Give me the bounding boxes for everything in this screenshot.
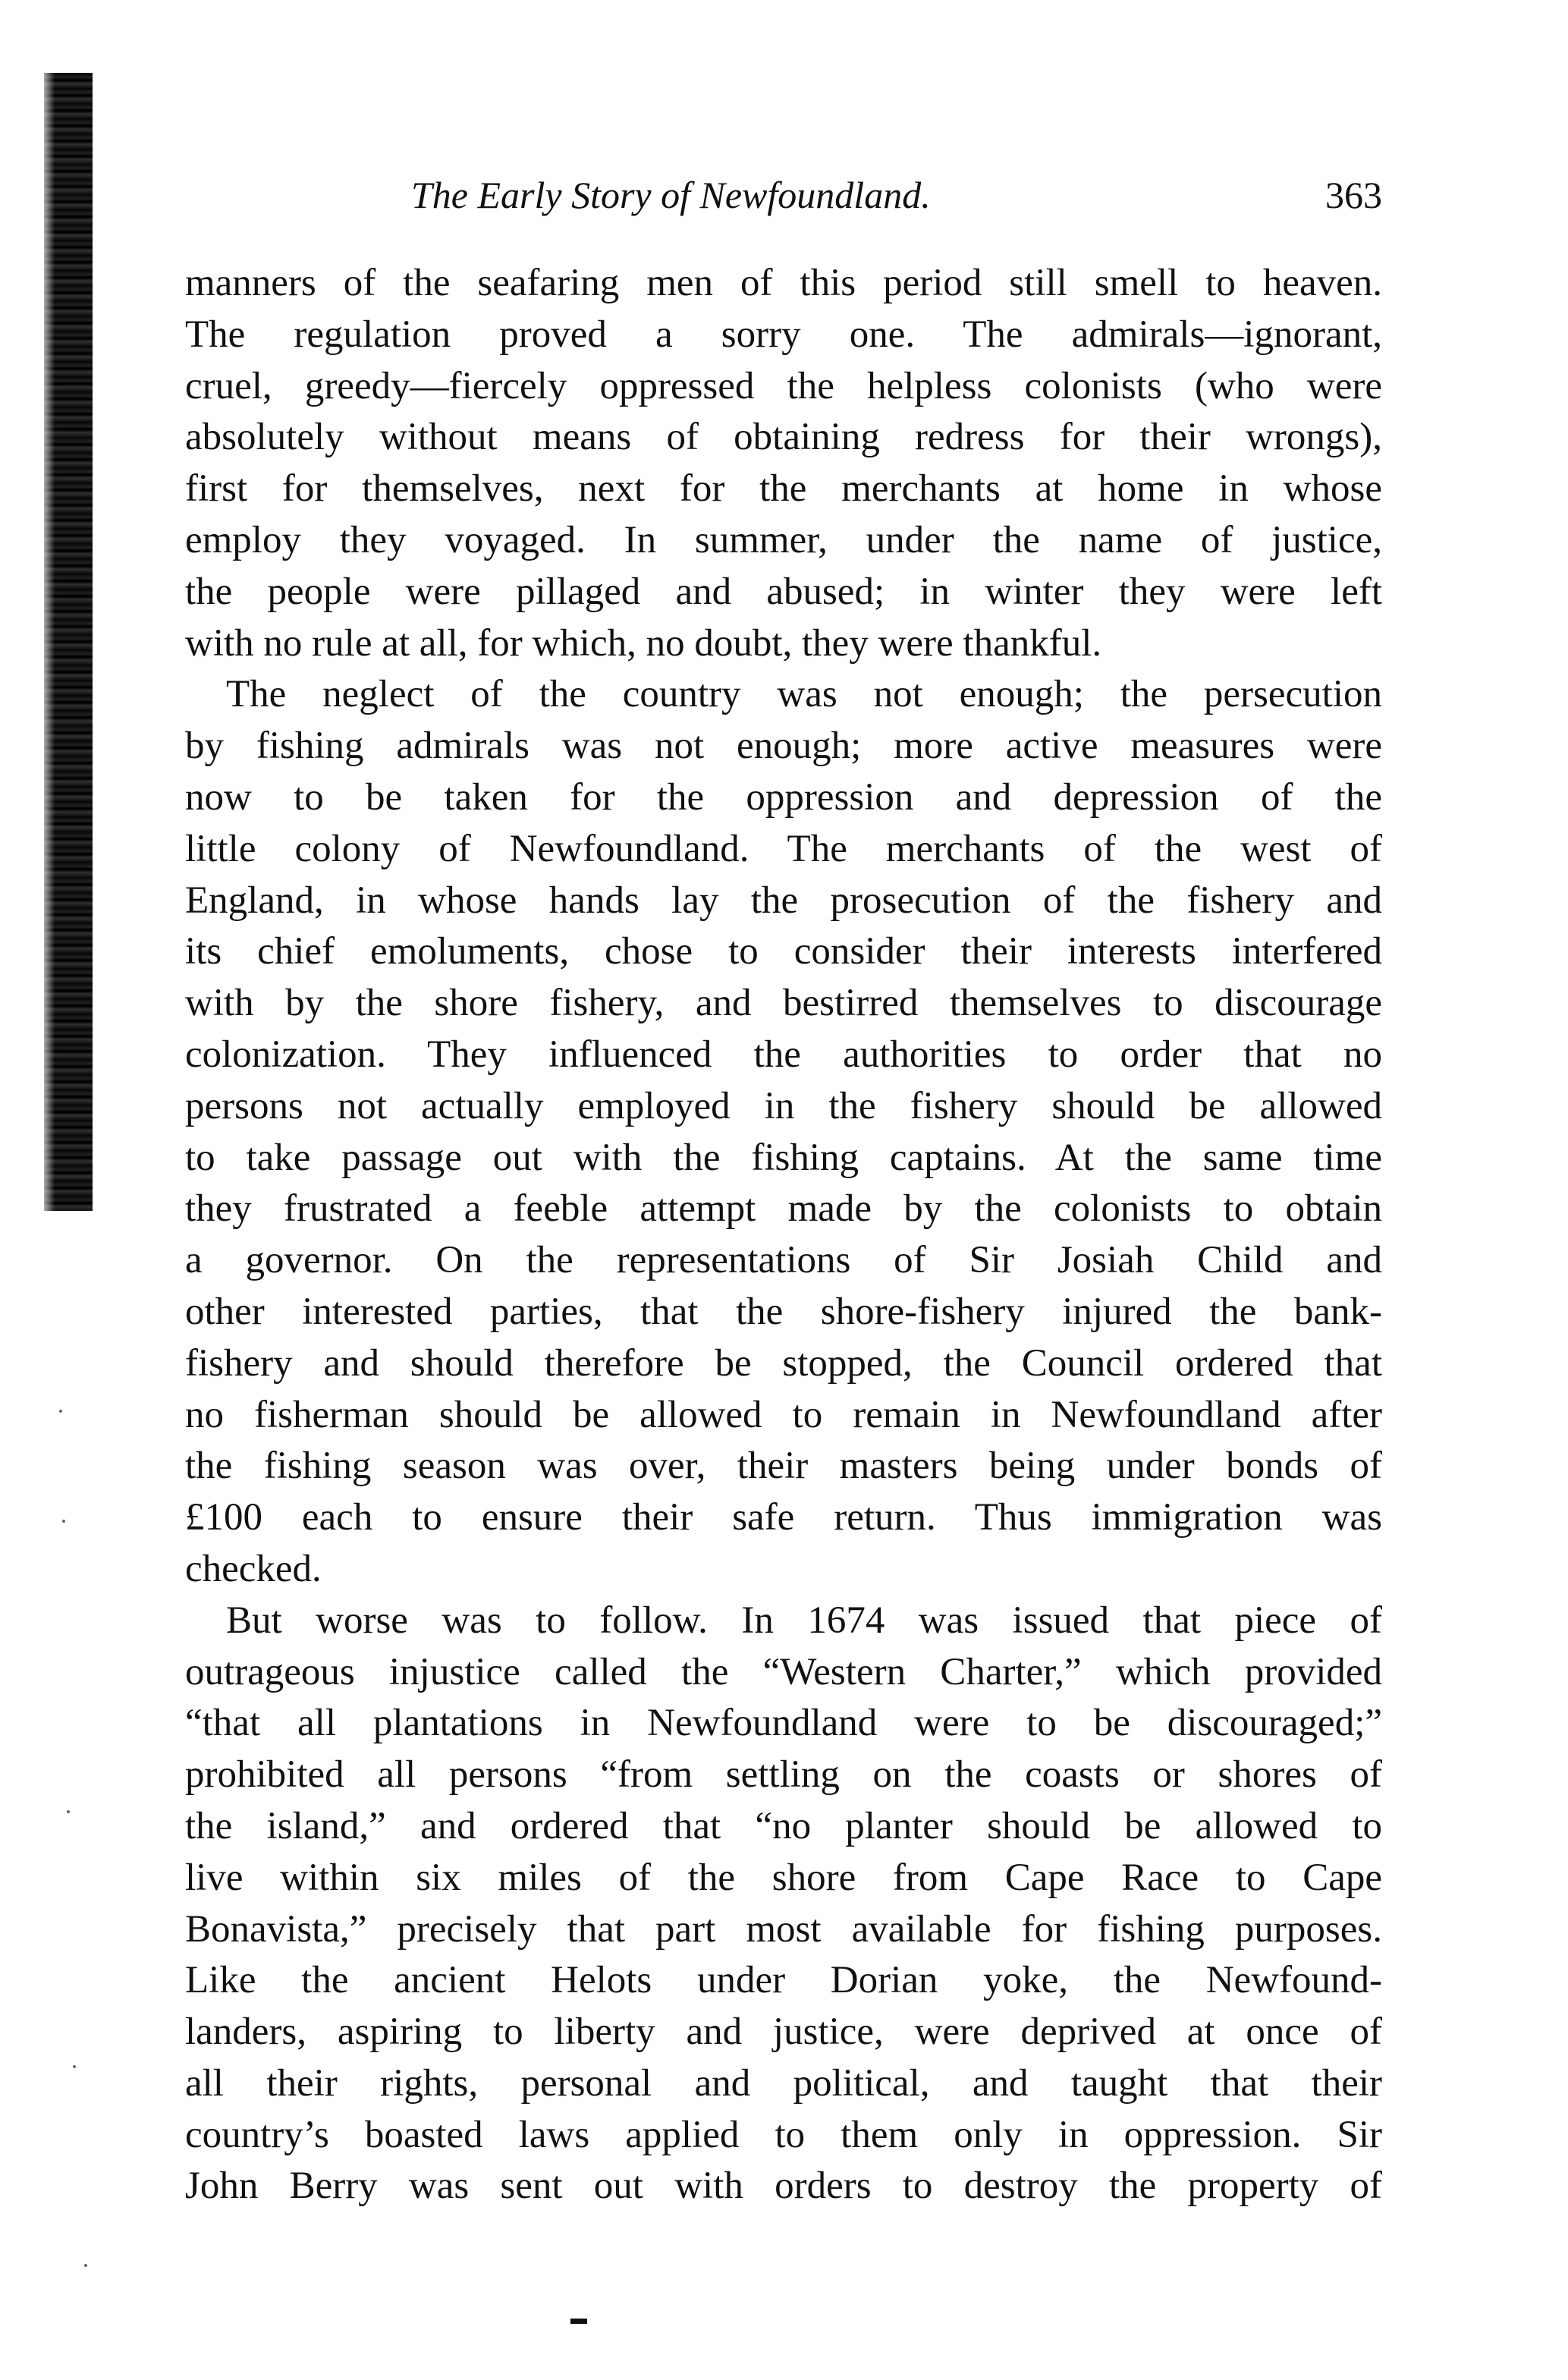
text-line: the island,” and ordered that “no planter should be allowed to	[185, 1804, 1382, 1847]
text-line: Bonavista,” precisely that part most available for fishing purposes.	[185, 1907, 1382, 1951]
page-number: 363	[1325, 174, 1382, 216]
text-line: checked.	[185, 1547, 322, 1590]
text-line: fishery and should therefore be stopped, the Council ordered that	[185, 1341, 1382, 1385]
text-line: prohibited all persons “from settling on the coasts or shores of	[185, 1753, 1382, 1797]
text-line: persons not actually employed in the fishery should be allowed	[185, 1084, 1382, 1127]
body-text	[185, 258, 1382, 2212]
text-line: outrageous injustice called the “Western Charter,” which provided	[185, 1650, 1382, 1693]
text-line: But worse was to follow. In 1674 was issued that piece of	[226, 1599, 1382, 1642]
text-line: colonization. They influenced the authorities to order that no	[185, 1033, 1382, 1076]
scan-speck	[73, 2065, 76, 2068]
text-line: little colony of Newfoundland. The merchants of the west of	[185, 827, 1382, 870]
paragraph-1	[185, 258, 1382, 669]
text-line: country’s boasted laws applied to them only in oppression. Sir	[185, 2113, 1382, 2156]
text-line: no fisherman should be allowed to remain in Newfoundland after	[185, 1393, 1382, 1436]
paragraph-3	[185, 1596, 1382, 2213]
text-line: The regulation proved a sorry one. The admirals—ignorant,	[185, 313, 1382, 356]
text-line: live within six miles of the shore from Cape Race to Cape	[185, 1856, 1382, 1899]
text-line: first for themselves, next for the merchants at home in whose	[185, 467, 1382, 511]
text-line: to take passage out with the fishing captains. At the same time	[185, 1136, 1382, 1179]
text-line: with no rule at all, for which, no doubt, they were thankful.	[185, 621, 1102, 665]
text-line: John Berry was sent out with orders to destroy the property of	[185, 2165, 1382, 2208]
text-line: cruel, greedy—fiercely oppressed the helpless colonists (who were	[185, 364, 1382, 407]
scan-speck	[84, 2264, 87, 2267]
text-line: The neglect of the country was not enough; the persecution	[226, 673, 1382, 716]
text-line: with by the shore fishery, and bestirred themselves to discourage	[185, 982, 1382, 1025]
text-line: “that all plantations in Newfoundland were to be discouraged;”	[185, 1702, 1382, 1745]
text-line: Like the ancient Helots under Dorian yoke, the Newfound-	[185, 1959, 1382, 2002]
scan-speck	[59, 1410, 62, 1413]
scan-speck	[67, 1810, 70, 1813]
text-line: absolutely without means of obtaining redress for their wrongs),	[185, 416, 1382, 459]
text-line: employ they voyaged. In summer, under the name of justice,	[185, 518, 1382, 561]
text-line: a governor. On the representations of Sir Josiah Child and	[185, 1239, 1382, 1282]
text-line: landers, aspiring to liberty and justice, were deprived at once of	[185, 2011, 1382, 2054]
scan-speck	[62, 1520, 65, 1523]
paragraph-2	[185, 669, 1382, 1595]
text-line: now to be taken for the oppression and depression of the	[185, 775, 1382, 819]
text-line: other interested parties, that the shore-fishery injured the bank-	[185, 1290, 1382, 1333]
text-line: by fishing admirals was not enough; more active measures were	[185, 725, 1382, 768]
text-line: England, in whose hands lay the prosecution of the fishery and	[185, 879, 1382, 922]
printer-mark	[570, 2319, 587, 2324]
text-line: they frustrated a feeble attempt made by the colonists to obtain	[185, 1187, 1382, 1231]
text-line: its chief emoluments, chose to consider their interests interfered	[185, 930, 1382, 973]
text-line: the people were pillaged and abused; in winter they were left	[185, 570, 1382, 613]
text-line: manners of the seafaring men of this period still smell to heaven.	[185, 262, 1382, 304]
page-binding-edge	[44, 73, 93, 1211]
text-line: all their rights, personal and political, and taught that their	[185, 2061, 1382, 2105]
running-title: The Early Story of Newfoundland.	[411, 174, 931, 216]
text-line: £100 each to ensure their safe return. Thus immigration was	[185, 1496, 1382, 1539]
text-line: the fishing season was over, their masters being under bonds of	[185, 1445, 1382, 1488]
